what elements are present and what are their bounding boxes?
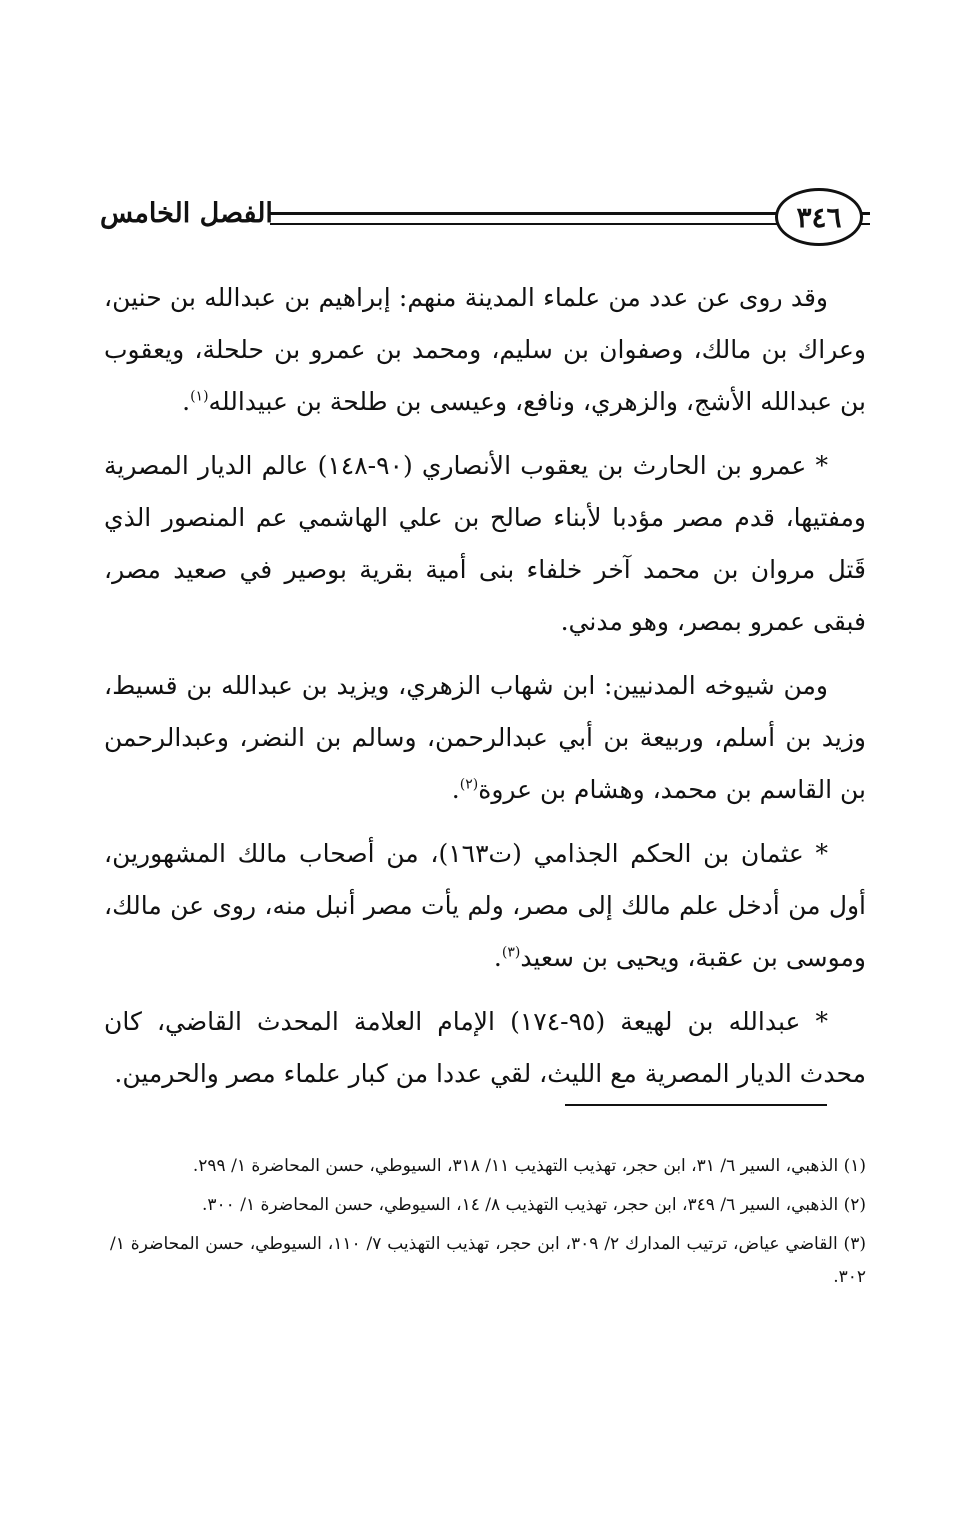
footnote-ref: (٢): [459, 776, 479, 793]
paragraph: [104, 996, 866, 1100]
page-number-badge: [775, 188, 863, 246]
paragraph-text: * عمرو بن الحارث بن يعقوب الأنصاري (٩٠-١٤٨) عالم الديار المصرية ومفتيها، قدم مصر مؤدبا لأبناء صالح بن علي الهاشمي عم المنصور الذي قَتل مروان بن محمد آخر خلفاء بنى أمية بقرية بوصير في صعيد مصر، فبقى عمرو بمصر، وهو مدني.: [104, 451, 866, 636]
page-number: ٣٤٦: [796, 200, 842, 234]
paragraph-end: .: [451, 775, 460, 804]
paragraph-end: .: [182, 387, 191, 416]
footnote: (١) الذهبي، السير ٦/ ٣١، ابن حجر، تهذيب التهذيب ١١/ ٣١٨، السيوطي، حسن المحاضرة ١/ ٢٩٩.: [192, 1156, 866, 1176]
page-header: [100, 188, 870, 250]
footnote: (٣) القاضي عياض، ترتيب المدارك ٢/ ٣٠٩، ابن حجر، تهذيب التهذيب ٧/ ١١٠، السيوطي، حسن المحاضرة ١/ ٣٠٢.: [110, 1234, 866, 1287]
chapter-title: الفصل الخامس: [100, 198, 273, 229]
footnotes: [110, 1150, 866, 1300]
paragraph-text: وقد روى عن عدد من علماء المدينة منهم: إبراهيم بن عبدالله بن حنين، وعراك بن مالك، وصفوان بن سليم، ومحمد بن عمرو بن حلحلة، ويعقوب بن عبدالله الأشج، والزهري، ونافع، وعيسى بن طلحة بن عبيدالله: [104, 283, 866, 416]
footnote-ref: (٣): [501, 944, 521, 961]
paragraph-end: .: [493, 943, 502, 972]
footnote-separator: [565, 1104, 827, 1106]
main-text: [104, 272, 866, 1112]
paragraph-text: * عبدالله بن لهيعة (٩٥-١٧٤) الإمام العلامة المحدث القاضي، كان محدث الديار المصرية مع الليث، لقي عددا من كبار علماء مصر والحرمين.: [104, 1007, 866, 1088]
paragraph: [104, 660, 866, 816]
paragraph: [104, 828, 866, 984]
footnote: (٢) الذهبي، السير ٦/ ٣٤٩، ابن حجر، تهذيب التهذيب ٨/ ١٤، السيوطي، حسن المحاضرة ١/ ٣٠٠.: [202, 1195, 866, 1215]
paragraph: [104, 440, 866, 648]
footnote-ref: (١): [190, 388, 209, 405]
paragraph-text: * عثمان بن الحكم الجذامي (ت١٦٣)، من أصحاب مالك المشهورين، أول من أدخل علم مالك إلى مصر، ولم يأت مصر أنبل منه، روى عن مالك، وموسى بن عقبة، ويحيى بن سعيد: [104, 839, 866, 972]
paragraph-text: ومن شيوخه المدنيين: ابن شهاب الزهري، ويزيد بن عبدالله بن قسيط، وزيد بن أسلم، وربيعة بن أبي عبدالرحمن، وسالم بن النضر، وعبدالرحمن بن القاسم بن محمد، وهشام بن عروة: [104, 671, 866, 804]
paragraph: [104, 272, 866, 428]
